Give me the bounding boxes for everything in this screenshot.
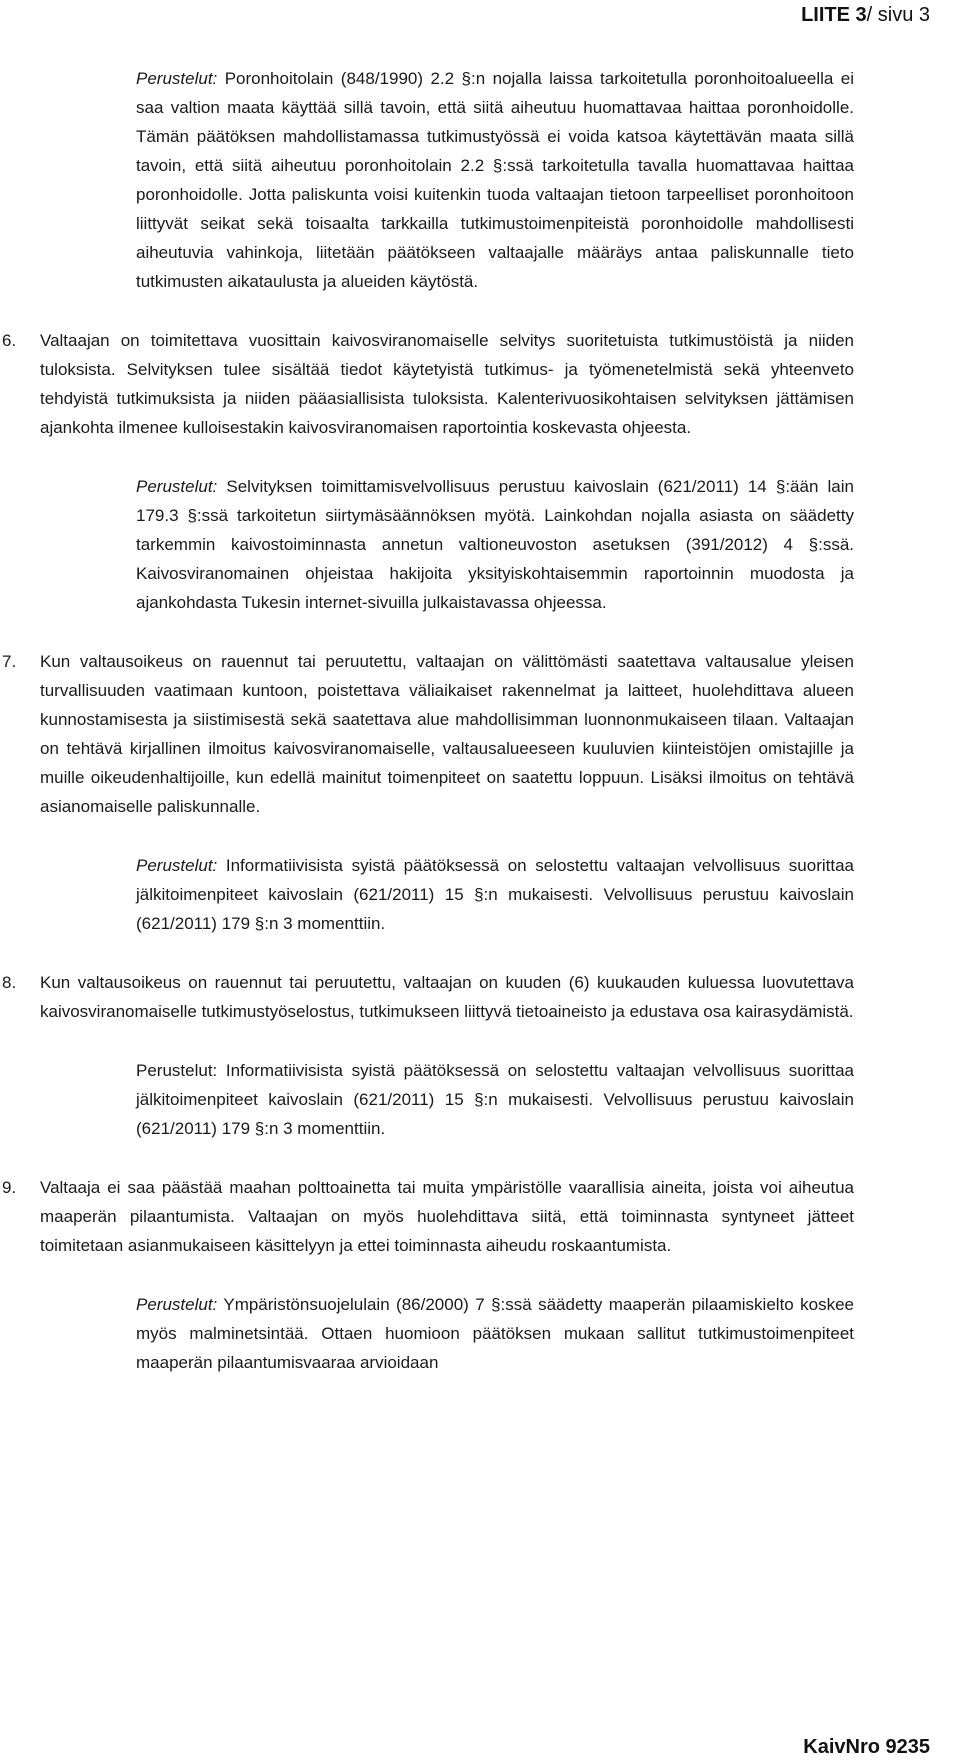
rationale-label: Perustelut (136, 1061, 213, 1080)
condition-item-9 (0, 1173, 854, 1260)
document-number: KaivNro 9235 (803, 1736, 930, 1758)
rationale-paragraph-7 (136, 851, 854, 938)
rationale-paragraph-9 (136, 1290, 854, 1377)
condition-item-8 (0, 968, 854, 1026)
condition-text: Valtaajan on toimitettava vuosittain kaivosviranomaiselle selvitys suoritetuista tutkimustöistä ja niiden tuloksista. Selvityksen tulee sisältää tiedot käytetyistä tutkimus- ja työmenetelmistä sekä yhteenveto tehdyistä tutkimuksista ja niiden pääasiallisista tuloksista. Kalenterivuosikohtaisen selvityksen jättämisen ajankohta ilmenee kulloisestakin kaivosviranomaisen raportointia koskevasta ohjeesta. (40, 331, 854, 437)
rationale-paragraph-5 (136, 64, 854, 296)
rationale-text: Informatiivisista syistä päätöksessä on selostettu valtaajan velvollisuus suorittaa jälkitoimenpiteet kaivoslain (621/2011) 15 §:n mukaisesti. Velvollisuus perustuu kaivoslain (621/2011) 179 §:n 3 momenttiin. (136, 856, 854, 933)
condition-text: Kun valtausoikeus on rauennut tai peruutettu, valtaajan on välittömästi saatettava valtausalue yleisen turvallisuuden vaatimaan kuntoon, poistettava väliaikaiset rakennelmat ja laitteet, huolehdittava alueen kunnostamisesta ja siistimisestä sekä saatettava alue mahdollisimman luonnonmukaiseen tilaan. Valtaajan on tehtävä kirjallinen ilmoitus kaivosviranomaiselle, valtausalueeseen kuuluvien kiinteistöjen omistajille ja muille oikeudenhaltijoille, kun edellä mainitut toimenpiteet on saatettu loppuun. Lisäksi ilmoitus on tehtävä asianomaiselle paliskunnalle. (40, 652, 854, 816)
page-header (801, 4, 930, 27)
rationale-text: Poronhoitolain (848/1990) 2.2 §:n nojalla laissa tarkoitetulla poronhoitoalueella ei saa valtion maata käyttää sillä tavoin, että siitä aiheutuu huomattavaa haittaa poronhoidolle. Tämän päätöksen mahdollistamassa tutkimustyössä ei voida katsoa käytettävän maata sillä tavoin, että siitä aiheutuu poronhoitolain 2.2 §:ssä tarkoitetulla tavalla huomattavaa haittaa poronhoidolle. Jotta paliskunta voisi kuitenkin tuoda valtaajan tietoon tarpeelliset poronhoitoon liittyvät seikat sekä toisaalta tarkkailla tutkimustoimenpiteistä poronhoidolle mahdollisesti aiheutuvia vahinkoja, liitetään päätökseen valtaajalle määräys antaa paliskunnalle tieto tutkimusten aikataulusta ja alueiden käytöstä. (136, 69, 854, 291)
rationale-paragraph-6 (136, 472, 854, 617)
header-title: LIITE 3 (801, 4, 867, 26)
header-page-number: / sivu 3 (866, 4, 930, 26)
rationale-text: Ympäristönsuojelulain (86/2000) 7 §:ssä säädetty maaperän pilaamiskielto koskee myös malminetsintää. Ottaen huomioon päätöksen mukaan sallitut tutkimustoimenpiteet maaperän pilaantumisvaaraa arvioidaan (136, 1295, 854, 1372)
condition-text: Valtaaja ei saa päästää maahan polttoainetta tai muita ympäristölle vaarallisia aineita, joista voi aiheutua maaperän pilaantumista. Valtaajan on myös huolehdittava siitä, että toiminnasta syntyneet jätteet toimitetaan asianmukaiseen käsittelyyn ja ettei toiminnasta aiheudu roskaantumista. (40, 1178, 854, 1255)
rationale-label: Perustelut: (136, 477, 218, 496)
page-footer (803, 1736, 930, 1759)
condition-number: 8. (2, 973, 17, 992)
condition-number: 6. (2, 331, 17, 350)
condition-item-6 (0, 326, 854, 442)
rationale-label: Perustelut: (136, 856, 218, 875)
rationale-text: Selvityksen toimittamisvelvollisuus perustuu kaivoslain (621/2011) 14 §:ään lain 179.3 §:ssä tarkoitetun siirtymäsäännöksen myötä. Lainkohdan nojalla asiasta on säädetty tarkemmin kaivostoiminnasta annetun valtioneuvoston asetuksen (391/2012) 4 §:ssä. Kaivosviranomainen ohjeistaa hakijoita yksityiskohtaisemmin raportoinnin muodosta ja ajankohdasta Tukesin internet-sivuilla julkaistavassa ohjeessa. (136, 477, 854, 612)
rationale-label: Perustelut: (136, 69, 218, 88)
condition-number: 9. (2, 1178, 17, 1197)
rationale-label: Perustelut: (136, 1295, 218, 1314)
condition-item-7 (0, 647, 854, 821)
condition-text: Kun valtausoikeus on rauennut tai peruutettu, valtaajan on kuuden (6) kuukauden kuluessa luovutettava kaivosviranomaiselle tutkimustyöselostus, tutkimukseen liittyvä tietoaineisto ja edustava osa kairasydämistä. (40, 973, 854, 1021)
document-body (0, 64, 960, 1377)
condition-number: 7. (2, 652, 17, 671)
rationale-paragraph-8 (136, 1056, 854, 1143)
rationale-text: : Informatiivisista syistä päätöksessä on selostettu valtaajan velvollisuus suorittaa jälkitoimenpiteet kaivoslain (621/2011) 15 §:n mukaisesti. Velvollisuus perustuu kaivoslain (621/2011) 179 §:n 3 momenttiin. (136, 1061, 854, 1138)
